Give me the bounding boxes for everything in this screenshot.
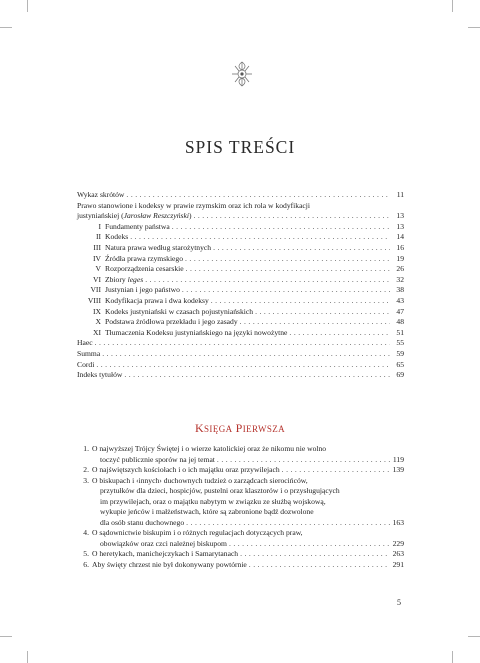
- chapter-line: [77, 476, 404, 487]
- chapter-title: im przywilejach, oraz o majątku nabytym w związku ze służbą wojskową,: [100, 496, 326, 506]
- chapter-line: [77, 560, 404, 571]
- toc-entry-number: III: [93, 242, 101, 252]
- chapter-number: 1.: [83, 444, 89, 453]
- toc-entry-page: 38: [396, 285, 404, 295]
- toc-leader-dots: [186, 264, 390, 275]
- chapter-page: 291: [392, 559, 404, 569]
- toc-entry-label: Indeks tytułów: [77, 370, 123, 380]
- toc-entry-number: X: [95, 317, 101, 327]
- chapter-leader-dots: [186, 518, 390, 529]
- toc-entry: [77, 370, 404, 381]
- chapter-leader-dots: [240, 549, 390, 560]
- toc-entry-number: VI: [92, 274, 101, 284]
- chapter-number: 4.: [83, 528, 89, 537]
- toc-entry-label: Fundamenty państwa: [105, 221, 170, 231]
- chapter-number: 6.: [83, 559, 89, 569]
- toc-leader-dots: [185, 254, 390, 265]
- toc-entry-label: Podstawa źródłowa przekładu i jego zasady: [105, 317, 238, 327]
- chapter-leader-dots: [217, 455, 390, 466]
- chapter-title: dla osób stanu duchownego: [100, 517, 185, 527]
- toc-entry-number: V: [95, 264, 101, 274]
- toc-entry-label: Kodeks justyniański w czasach pojustyniańskich: [105, 306, 254, 316]
- toc-entry-page: 69: [396, 370, 404, 380]
- crop-mark-top-left: [27, 0, 28, 12]
- toc-entry-page: 16: [396, 242, 404, 252]
- toc-entry-page: 19: [396, 253, 404, 263]
- book-title: KSIĘGA PIERWSZA: [194, 421, 286, 435]
- toc-entry: [77, 275, 404, 286]
- crop-mark-top-right-h: [468, 27, 480, 28]
- toc-leader-dots: [130, 232, 390, 243]
- crop-mark-top-right: [452, 0, 453, 12]
- toc-entry-page: 59: [396, 348, 404, 358]
- toc-entry-label: Kodeks: [105, 232, 129, 242]
- chapter-line: [77, 497, 404, 508]
- toc-entry-page: 43: [396, 295, 404, 305]
- ornament-icon: [229, 58, 255, 90]
- toc-leader-dots: [213, 243, 390, 254]
- toc-entry-label: Wykaz skrótów: [77, 190, 125, 199]
- toc-entry-page: 48: [396, 317, 404, 327]
- toc-entry-page: 65: [396, 359, 404, 369]
- chapter-line: [77, 518, 404, 529]
- toc-leader-dots: [124, 370, 390, 381]
- toc-leader-dots: [211, 296, 390, 307]
- toc-entry-page: 13: [396, 211, 404, 221]
- chapter-line: [77, 507, 404, 518]
- toc-entry-page: 32: [396, 274, 404, 284]
- chapter-page: 163: [392, 517, 404, 527]
- toc-leader-dots: [145, 275, 390, 286]
- chapter-title: O najwyższej Trójcy Świętej i o wierze katolickiej oraz że nikomu nie wolno: [92, 444, 327, 453]
- toc-leader-dots: [126, 190, 390, 201]
- chapter-number: 2.: [83, 465, 89, 474]
- chapter-page: 139: [392, 465, 404, 474]
- chapter-page: 263: [392, 549, 404, 558]
- toc-leader-dots: [255, 307, 390, 318]
- chapter-leader-dots: [229, 539, 390, 550]
- page-number: 5: [397, 598, 401, 607]
- toc-leader-dots: [289, 328, 390, 339]
- crop-mark-bottom-left-h: [0, 636, 12, 637]
- chapter-title: O heretykach, manichejczykach i Samarytanach: [92, 549, 239, 558]
- chapter-line: [77, 539, 404, 550]
- toc-entry-page: 51: [396, 327, 404, 337]
- toc-entry-page: 14: [396, 232, 404, 242]
- toc-leader-dots: [96, 360, 390, 371]
- toc-entry-number: II: [95, 232, 101, 242]
- chapter-leader-dots: [249, 560, 390, 571]
- chapter-number: 5.: [83, 549, 89, 558]
- toc-entry-label: Cordi: [77, 359, 95, 369]
- toc-entry-page: 26: [396, 264, 404, 274]
- toc-entry-number: I: [98, 221, 101, 231]
- chapter-line: [77, 444, 404, 455]
- chapter-number: 3.: [83, 475, 89, 485]
- toc-entry: [77, 317, 404, 328]
- toc-entry-page: 47: [396, 306, 404, 316]
- chapter-title: Aby święty chrzest nie był dokonywany powtórnie: [92, 559, 247, 569]
- chapter-title: wykupie jeńców i małżeństwach, które są zabronione bądź dozwolone: [100, 507, 314, 516]
- toc-entry: [77, 360, 404, 371]
- toc-entry-label: Kodyfikacja prawa i dwa kodeksy: [105, 295, 209, 305]
- chapter-page: 229: [392, 538, 404, 548]
- crop-mark-bottom-right: [452, 651, 453, 663]
- crop-mark-bottom-left: [27, 651, 28, 663]
- toc-leader-dots: [102, 349, 390, 360]
- toc-entry-label: Haec: [77, 338, 93, 348]
- chapter-page: 119: [392, 454, 404, 464]
- chapter-title: O sądownictwie biskupim i o różnych regulacjach dotyczących praw,: [92, 528, 303, 537]
- toc-entry-number: XI: [92, 327, 101, 337]
- toc-entry: [77, 232, 404, 243]
- toc-entry-number: IV: [92, 253, 101, 263]
- toc-entry: [77, 243, 404, 254]
- toc-entry-label: Natura prawa według starożytnych: [105, 242, 212, 252]
- table-of-contents: [77, 190, 404, 381]
- chapter-title: obowiązków oraz czci należnej biskupom: [100, 538, 227, 548]
- chapter-title: przytułków dla dzieci, hospicjów, pustelni oraz klasztorów i o przysługujących: [100, 486, 340, 495]
- toc-entry: [77, 307, 404, 318]
- toc-entry: [77, 349, 404, 360]
- crop-mark-bottom-right-h: [468, 636, 480, 637]
- toc-entry-page: 11: [396, 190, 404, 199]
- toc-entry-label: Summa: [77, 348, 101, 358]
- toc-entry: [77, 296, 404, 307]
- toc-leader-dots: [182, 285, 390, 296]
- toc-entry-page: 55: [396, 338, 404, 348]
- toc-entry: [77, 190, 404, 201]
- toc-leader-dots: [95, 338, 390, 349]
- toc-entry: [77, 254, 404, 265]
- toc-entry-number: VII: [90, 285, 101, 295]
- toc-entry: [77, 338, 404, 349]
- toc-entry-label: Źródła prawa rzymskiego: [105, 253, 184, 263]
- toc-entry-label: Justynian i jego państwo: [105, 285, 180, 295]
- toc-leader-dots: [240, 317, 390, 328]
- toc-entry-number: IX: [92, 306, 101, 316]
- toc-entry-number: VIII: [87, 295, 101, 305]
- chapter-line: [77, 486, 404, 497]
- toc-entry-label: Zbiory leges: [105, 274, 144, 284]
- page-title: SPIS TREŚCI: [184, 137, 296, 157]
- chapter-title: toczyć publicznie sporów na jej temat: [100, 454, 215, 464]
- toc-entry-page: 13: [396, 221, 404, 231]
- chapter-line: [77, 528, 404, 539]
- crop-mark-top-left-h: [0, 27, 12, 28]
- chapter-title: O biskupach i ‹innych› duchownych tudzież o zarządcach sierocińców,: [92, 475, 308, 485]
- chapter-leader-dots: [282, 465, 390, 476]
- toc-entry: [77, 211, 404, 222]
- chapter-line: [77, 549, 404, 560]
- chapter-title: O najświętszych kościołach i o ich majątku oraz przywilejach: [92, 465, 280, 474]
- chapter-line: [77, 455, 404, 466]
- toc-entry-label: Tłumaczenia Kodeksu justyniańskiego na języki nowożytne: [105, 327, 288, 337]
- toc-entry: [77, 222, 404, 233]
- chapter-line: [77, 465, 404, 476]
- toc-entry-label: Rozporządzenia cesarskie: [105, 264, 184, 274]
- chapter-list: [77, 444, 404, 570]
- toc-entry-label: Prawo stanowione i kodeksy w prawie rzymskim oraz ich rola w kodyfikacji: [77, 200, 311, 210]
- toc-leader-dots: [193, 211, 390, 222]
- toc-entry: [77, 264, 404, 275]
- toc-leader-dots: [172, 222, 390, 233]
- toc-entry: [77, 328, 404, 339]
- toc-entry: [77, 201, 404, 212]
- toc-entry: [77, 285, 404, 296]
- toc-entry-label: justyniańskiej (Jarosław Reszczyński): [77, 211, 192, 221]
